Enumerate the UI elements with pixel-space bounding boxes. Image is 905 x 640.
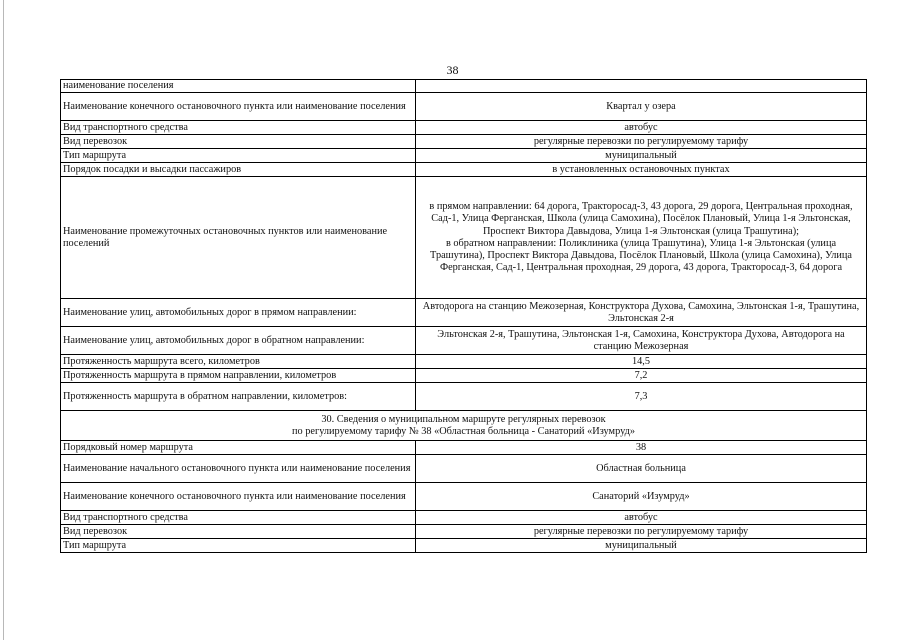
row-value: автобус (416, 511, 867, 525)
table-row (61, 299, 867, 327)
row-label: Наименование улиц, автомобильных дорог в обратном направлении: (61, 327, 416, 355)
table-row (61, 80, 867, 93)
table-row (61, 383, 867, 411)
page-number: 38 (446, 63, 459, 77)
section-title-line-2: по регулируемому тарифу № 38 «Областная больница - Санаторий «Изумруд» (292, 425, 635, 437)
row-label: Наименование промежуточных остановочных пунктов или наименование поселений (61, 177, 416, 299)
scan-margin-line (3, 0, 4, 640)
row-label: Вид транспортного средства (61, 511, 416, 525)
row-label: Порядковый номер маршрута (61, 441, 416, 455)
row-value: 38 (416, 441, 867, 455)
table-row (61, 93, 867, 121)
table-row (61, 483, 867, 511)
table-row (61, 355, 867, 369)
table-row (61, 539, 867, 553)
row-value: регулярные перевозки по регулируемому тарифу (416, 135, 867, 149)
table-row (61, 369, 867, 383)
reverse-stops: в обратном направлении: Поликлиника (улица Трашутина), Улица 1-я Эльтонская (улица Трашутина), Проспект Виктора Давыдова, Посёлок Плановый, Школа (улица Самохина), Улица Ферганская, Сад-1, Центральная проходная, 29 дорога, 43 дорога, Тракторосад-3, 64 дорога (430, 237, 852, 274)
row-label: Вид перевозок (61, 525, 416, 539)
table-row (61, 511, 867, 525)
row-label: Протяженность маршрута всего, километров (61, 355, 416, 369)
row-value (416, 177, 867, 299)
row-value: муниципальный (416, 149, 867, 163)
section-title-line-1: 30. Сведения о муниципальном маршруте регулярных перевозок (321, 413, 606, 425)
table-row (61, 525, 867, 539)
row-value: регулярные перевозки по регулируемому тарифу (416, 525, 867, 539)
row-label: Наименование улиц, автомобильных дорог в прямом направлении: (61, 299, 416, 327)
row-value: муниципальный (416, 539, 867, 553)
row-value: Эльтонская 2-я, Трашутина, Эльтонская 1-я, Самохина, Конструктора Духова, Автодорога на станцию Межозерная (416, 327, 867, 355)
row-label: Порядок посадки и высадки пассажиров (61, 163, 416, 177)
forward-stops: в прямом направлении: 64 дорога, Тракторосад-3, 43 дорога, 29 дорога, Центральная проходная, Сад-1, Улица Ферганская, Школа (улица Самохина), Посёлок Плановый, Улица 1-я Эльтонская, Проспект Виктора Давыдова, Улица 1-я Эльтонская (улица Трашутина); (429, 201, 853, 237)
row-label: Наименование конечного остановочного пункта или наименование поселения (61, 483, 416, 511)
table-row (61, 441, 867, 455)
row-value: 14,5 (416, 355, 867, 369)
section-header-row (61, 411, 867, 441)
row-value: Областная больница (416, 455, 867, 483)
table-row (61, 177, 867, 299)
row-value: автобус (416, 121, 867, 135)
row-value: Автодорога на станцию Межозерная, Конструктора Духова, Самохина, Эльтонская 1-я, Трашутина, Эльтонская 2-я (416, 299, 867, 327)
row-label: Протяженность маршрута в обратном направлении, километров: (61, 383, 416, 411)
table-row (61, 327, 867, 355)
row-label: Наименование начального остановочного пункта или наименование поселения (61, 455, 416, 483)
table-row (61, 149, 867, 163)
row-label: наименование поселения (61, 80, 416, 93)
row-label: Наименование конечного остановочного пункта или наименование поселения (61, 93, 416, 121)
row-label: Тип маршрута (61, 149, 416, 163)
route-table (60, 79, 867, 553)
row-label: Тип маршрута (61, 539, 416, 553)
row-value: Санаторий «Изумруд» (416, 483, 867, 511)
section-title (61, 411, 867, 441)
row-label: Вид транспортного средства (61, 121, 416, 135)
table-row (61, 163, 867, 177)
table-row (61, 121, 867, 135)
row-label: Протяженность маршрута в прямом направлении, километров (61, 369, 416, 383)
table-row (61, 455, 867, 483)
row-value (416, 80, 867, 93)
row-value: 7,2 (416, 369, 867, 383)
row-value: Квартал у озера (416, 93, 867, 121)
row-value: в установленных остановочных пунктах (416, 163, 867, 177)
row-label: Вид перевозок (61, 135, 416, 149)
table-row (61, 135, 867, 149)
row-value: 7,3 (416, 383, 867, 411)
